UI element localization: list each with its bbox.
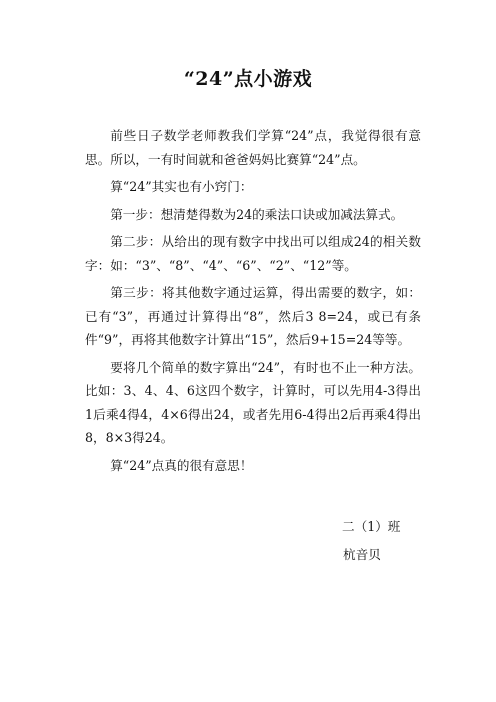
paragraph-tip-heading: 算“24”其实也有小窍门： (110, 179, 253, 194)
paragraph-example: 要将几个简单的数字算出“24”，有时也不止一种方法。比如：3、4、4、6这四个数字，计算时，可以先用4-3得出1后乘4得4，4×6得出24，或者先用6-4得出2后再乘4得出8，8×3得24。 (85, 359, 421, 445)
signature-author: 杭音贝 (343, 547, 381, 562)
paragraph-step-two: 第二步：从给出的现有数字中找出可以组成24的相关数字：如：“3”、“8”、“4”、“6”、“2”、“12”等。 (85, 234, 421, 273)
paragraph-step-one: 第一步：想清楚得数为24的乘法口诀或加减法算式。 (110, 206, 404, 222)
paragraph-step-three: 第三步：将其他数字通过运算，得出需要的数字，如：已有“3”，再通过计算得出“8”，然后3 8=24，或已有条件“9”，再将其他数字计算出“15”，然后9+15=24等等。 (85, 285, 421, 347)
signature-class: 二（1）班 (342, 519, 401, 534)
paragraph-intro: 前些日子数学老师教我们学算“24”点，我觉得很有意思。所以，一有时间就和爸爸妈妈比赛算“24”点。 (85, 128, 421, 167)
document-title: “24”点小游戏 (183, 68, 313, 90)
paragraph-conclusion: 算“24”点真的很有意思！ (110, 457, 253, 473)
document-body (85, 124, 421, 481)
